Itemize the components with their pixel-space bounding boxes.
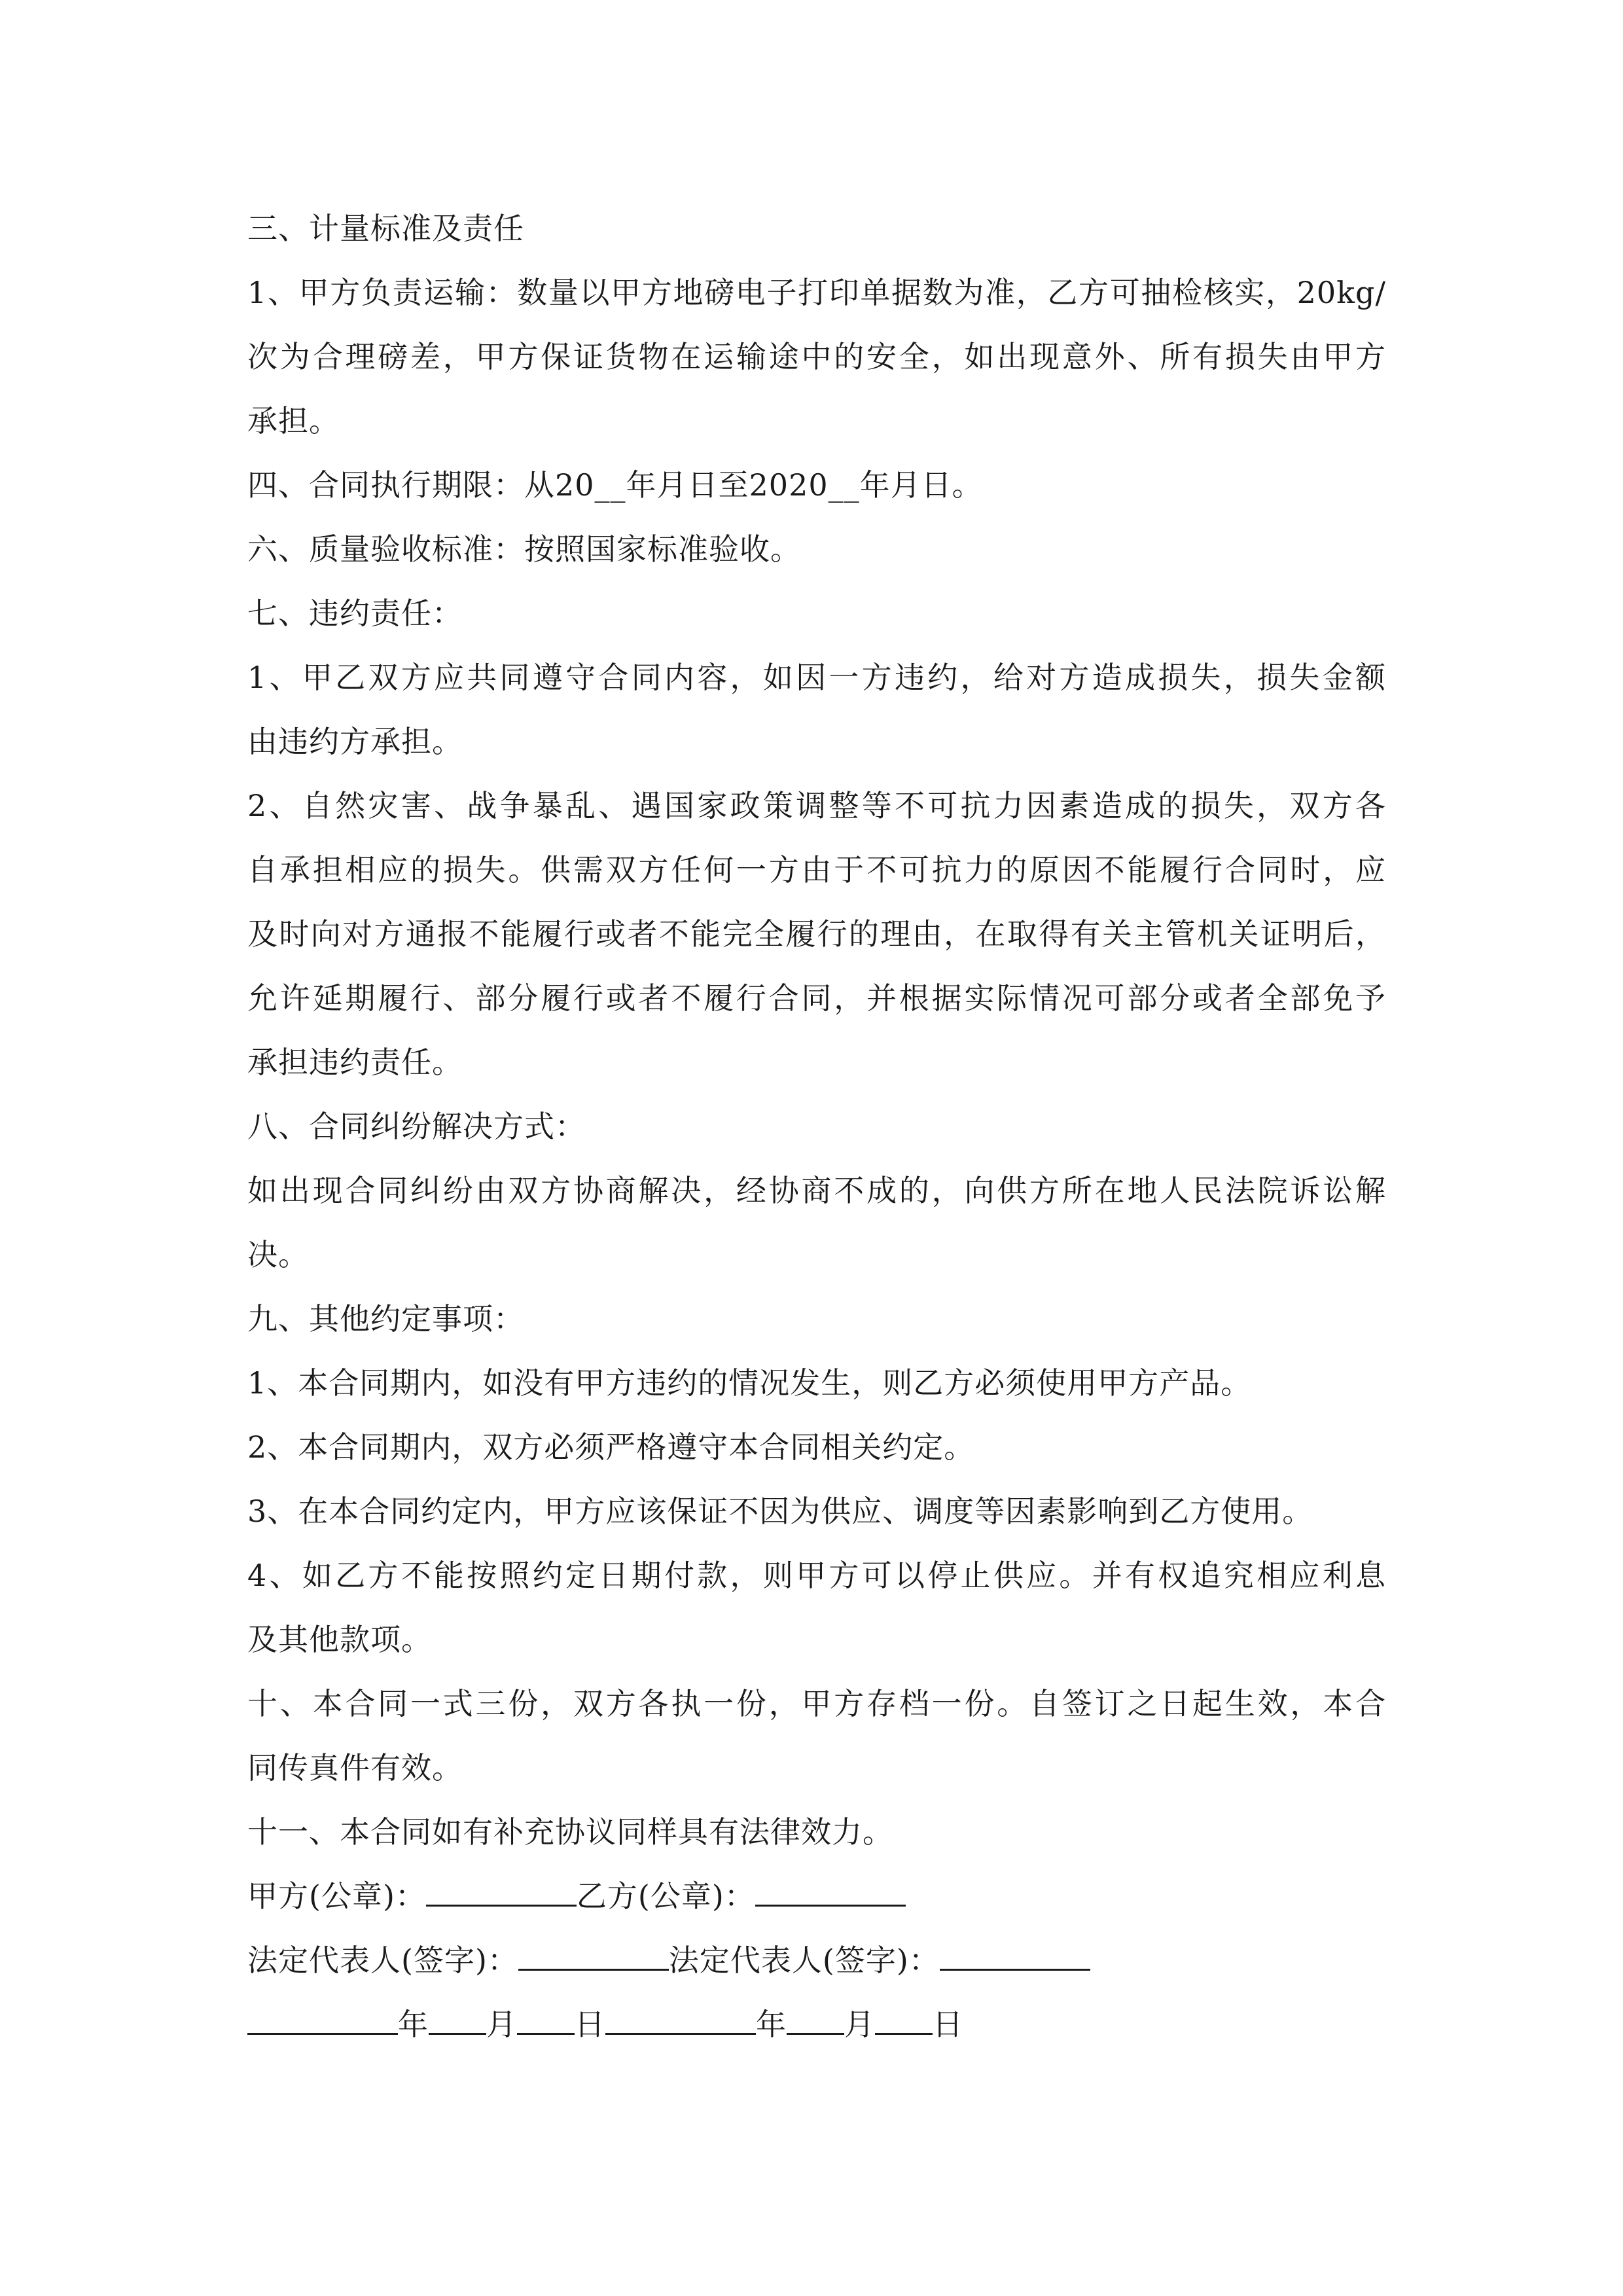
text-line: 三、计量标准及责任	[247, 211, 524, 246]
date-a-year-blank	[247, 2007, 398, 2035]
date-b-day: 日	[933, 2007, 963, 2042]
text-line: 1、甲乙双方应共同遵守合同内容，如因一方违约，给对方造成损失，损失金额	[247, 660, 1386, 695]
date-b-month-blank	[787, 2007, 844, 2035]
text-line: 如出现合同纠纷由双方协商解决，经协商不成的，向供方所在地人民法院诉讼解	[247, 1173, 1386, 1208]
text-line: 由违约方承担。	[247, 724, 463, 759]
document-body	[247, 196, 1386, 2056]
text-line: 次为合理磅差，甲方保证货物在运输途中的安全，如出现意外、所有损失由甲方	[247, 339, 1386, 374]
text-line: 承担。	[247, 403, 340, 439]
legal-rep-b-blank	[940, 1943, 1090, 1971]
text-line: 允许延期履行、部分履行或者不履行合同，并根据实际情况可部分或者全部免予	[247, 980, 1386, 1016]
date-b-day-blank	[875, 2007, 933, 2035]
text-line: 4、如乙方不能按照约定日期付款，则甲方可以停止供应。并有权追究相应利息	[247, 1558, 1386, 1593]
text-line: 十、本合同一式三份，双方各执一份，甲方存档一份。自签订之日起生效，本合	[247, 1686, 1386, 1721]
text-line: 六、质量验收标准：按照国家标准验收。	[247, 531, 801, 567]
date-a-day: 日	[575, 2007, 605, 2042]
date-line	[247, 1992, 1386, 2056]
text-line: 七、违约责任：	[247, 596, 463, 631]
text-line: 九、其他约定事项：	[247, 1301, 524, 1336]
text-line: 四、合同执行期限：从20__年月日至2020__年月日。	[247, 467, 983, 503]
party-b-seal-blank	[755, 1878, 906, 1907]
legal-rep-a-blank	[518, 1943, 669, 1971]
text-line: 十一、本合同如有补充协议同样具有法律效力。	[247, 1814, 893, 1850]
text-line: 1、本合同期内，如没有甲方违约的情况发生，则乙方必须使用甲方产品。	[247, 1365, 1252, 1401]
date-a-year: 年	[398, 2007, 429, 2042]
text-line: 2、自然灾害、战争暴乱、遇国家政策调整等不可抗力因素造成的损失，双方各	[247, 788, 1386, 823]
legal-rep-a-label: 法定代表人(签字)：	[247, 1943, 518, 1978]
seal-line	[247, 1864, 1386, 1928]
text-line: 承担违约责任。	[247, 1045, 463, 1080]
party-a-seal-label: 甲方(公章)：	[247, 1878, 426, 1914]
date-a-day-blank	[517, 2007, 575, 2035]
date-a-month: 月	[486, 2007, 517, 2042]
contract-text	[247, 196, 1386, 1864]
text-line: 及其他款项。	[247, 1622, 432, 1657]
text-line: 3、在本合同约定内，甲方应该保证不因为供应、调度等因素影响到乙方使用。	[247, 1494, 1313, 1529]
text-line: 及时向对方通报不能履行或者不能完全履行的理由，在取得有关主管机关证明后，	[247, 916, 1386, 952]
text-line: 同传真件有效。	[247, 1750, 463, 1785]
party-b-seal-label: 乙方(公章)：	[576, 1878, 755, 1914]
legal-rep-line	[247, 1928, 1386, 1992]
text-line: 八、合同纠纷解决方式：	[247, 1109, 586, 1144]
date-b-year: 年	[756, 2007, 787, 2042]
text-line: 决。	[247, 1237, 309, 1272]
party-a-seal-blank	[426, 1878, 577, 1907]
date-b-month: 月	[844, 2007, 875, 2042]
text-line: 自承担相应的损失。供需双方任何一方由于不可抗力的原因不能履行合同时，应	[247, 852, 1386, 888]
legal-rep-b-label: 法定代表人(签字)：	[668, 1943, 940, 1978]
date-a-month-blank	[429, 2007, 486, 2035]
text-line: 2、本合同期内，双方必须严格遵守本合同相关约定。	[247, 1429, 975, 1465]
date-b-year-blank	[605, 2007, 756, 2035]
text-line: 1、甲方负责运输：数量以甲方地磅电子打印单据数为准，乙方可抽检核实，20kg/	[247, 275, 1386, 310]
